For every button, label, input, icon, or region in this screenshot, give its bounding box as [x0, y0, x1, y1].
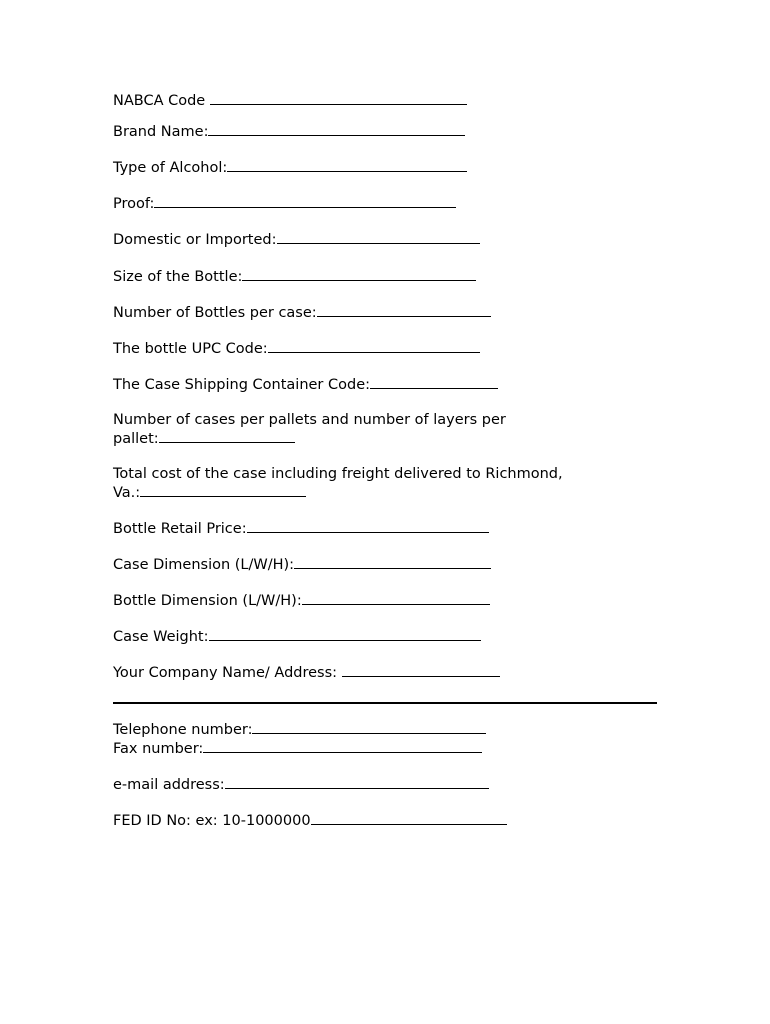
type-of-alcohol-blank[interactable]: [227, 159, 467, 172]
fed-id-blank[interactable]: [311, 812, 507, 825]
bottles-per-case-row: [113, 304, 491, 323]
case-dimension-label: Case Dimension (L/W/H):: [113, 557, 295, 573]
proof-blank[interactable]: [154, 195, 456, 208]
case-dimension-blank[interactable]: [294, 556, 491, 569]
type-of-alcohol-row: [113, 159, 467, 178]
fed-id-row: [113, 812, 507, 831]
total-cost-blank[interactable]: [140, 484, 306, 497]
domestic-imported-row: [113, 231, 480, 250]
bottles-per-case-label: Number of Bottles per case:: [113, 305, 317, 321]
cases-per-pallet-blank[interactable]: [159, 430, 295, 443]
fax-row: [113, 740, 482, 759]
email-label: e-mail address:: [113, 777, 225, 793]
fax-blank[interactable]: [203, 740, 482, 753]
nabca-code-row: [113, 92, 467, 111]
case-weight-row: [113, 628, 481, 647]
bottle-retail-price-blank[interactable]: [247, 520, 489, 533]
bottle-size-row: [113, 268, 476, 287]
brand-name-label: Brand Name:: [113, 124, 209, 140]
bottle-size-label: Size of the Bottle:: [113, 269, 243, 285]
bottle-upc-row: [113, 340, 480, 359]
bottle-dimension-blank[interactable]: [302, 592, 490, 605]
domestic-imported-blank[interactable]: [277, 231, 480, 244]
brand-name-row: [113, 123, 465, 142]
type-of-alcohol-label: Type of Alcohol:: [113, 160, 228, 176]
telephone-row: [113, 721, 486, 740]
bottle-dimension-row: [113, 592, 490, 611]
nabca-code-blank[interactable]: [210, 92, 467, 105]
total-cost-label-line1: Total cost of the case including freight delivered to Richmond,: [113, 466, 563, 482]
fax-label: Fax number:: [113, 741, 204, 757]
bottle-upc-label: The bottle UPC Code:: [113, 341, 268, 357]
brand-name-blank[interactable]: [208, 123, 465, 136]
case-weight-blank[interactable]: [209, 628, 481, 641]
case-shipping-code-row: [113, 376, 498, 395]
company-name-address-label: Your Company Name/ Address:: [113, 665, 342, 681]
case-shipping-code-blank[interactable]: [370, 376, 498, 389]
case-weight-label: Case Weight:: [113, 629, 209, 645]
company-name-address-blank[interactable]: [342, 664, 500, 677]
address-line-rule[interactable]: [113, 702, 657, 704]
nabca-code-label: NABCA Code: [113, 93, 210, 109]
cases-per-pallet-label-line2: pallet:: [113, 431, 159, 447]
domestic-imported-label: Domestic or Imported:: [113, 232, 277, 248]
total-cost-label-line2: Va.:: [113, 485, 141, 501]
bottle-retail-price-label: Bottle Retail Price:: [113, 521, 247, 537]
bottle-retail-price-row: [113, 520, 489, 539]
cases-per-pallet-row: [113, 411, 506, 449]
bottle-dimension-label: Bottle Dimension (L/W/H):: [113, 593, 302, 609]
proof-row: [113, 195, 456, 214]
case-dimension-row: [113, 556, 491, 575]
bottle-upc-blank[interactable]: [268, 340, 480, 353]
email-blank[interactable]: [225, 776, 489, 789]
telephone-label: Telephone number:: [113, 722, 253, 738]
fed-id-label: FED ID No: ex: 10-1000000: [113, 813, 311, 829]
proof-label: Proof:: [113, 196, 155, 212]
cases-per-pallet-label-line1: Number of cases per pallets and number of layers per: [113, 412, 506, 428]
total-cost-row: [113, 465, 563, 503]
email-row: [113, 776, 489, 795]
bottles-per-case-blank[interactable]: [317, 304, 491, 317]
company-name-address-row: [113, 664, 500, 683]
case-shipping-code-label: The Case Shipping Container Code:: [113, 377, 371, 393]
telephone-blank[interactable]: [252, 721, 486, 734]
bottle-size-blank[interactable]: [242, 268, 476, 281]
